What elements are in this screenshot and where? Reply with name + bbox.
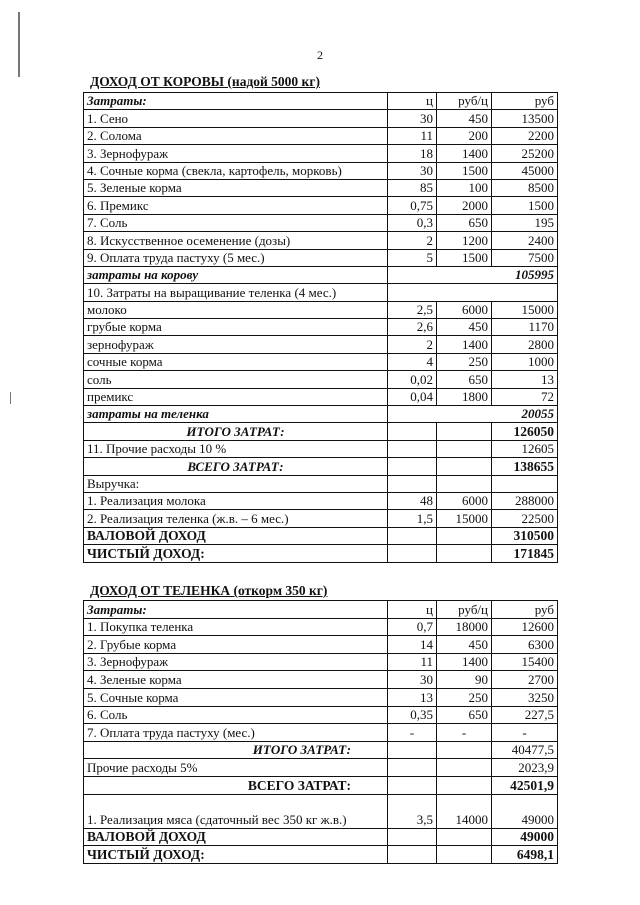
cow-income-table	[83, 92, 558, 563]
net-income-value: 171845	[492, 545, 558, 562]
vsego-label: ВСЕГО ЗАТРАТ:	[84, 458, 388, 475]
row-sum: 2800	[492, 336, 558, 353]
row-price: 6000	[437, 492, 492, 509]
net-income-label: ЧИСТЫЙ ДОХОД:	[84, 545, 388, 562]
table-row	[84, 440, 558, 457]
other-expenses-value: 2023,9	[492, 759, 558, 777]
other-expenses-label: 11. Прочие расходы 10 %	[84, 440, 388, 457]
row-price: 1800	[437, 388, 492, 405]
col-header-sum: руб	[492, 93, 558, 110]
row-sum: 3250	[492, 688, 558, 706]
row-label: грубые корма	[84, 319, 388, 336]
table-row	[84, 688, 558, 706]
subtotal-row	[84, 406, 558, 423]
cow-costs-label: затраты на корову	[84, 266, 388, 283]
row-label: 2. Грубые корма	[84, 636, 388, 654]
row-sum: 45000	[492, 162, 558, 179]
table-row	[84, 162, 558, 179]
row-qty: 30	[388, 110, 437, 127]
table-header-row	[84, 93, 558, 110]
row-qty: 11	[388, 653, 437, 671]
gross-income-label: ВАЛОВОЙ ДОХОД	[84, 527, 388, 544]
row-qty: 2	[388, 232, 437, 249]
table-header-row	[84, 601, 558, 619]
cow-costs-value: 105995	[388, 266, 558, 283]
row-qty: 0,35	[388, 706, 437, 724]
row-qty: 30	[388, 162, 437, 179]
total-row	[84, 741, 558, 759]
row-sum: 13	[492, 371, 558, 388]
costs-header: Затраты:	[84, 601, 388, 619]
row-sum: 8500	[492, 179, 558, 196]
row-qty: 85	[388, 179, 437, 196]
row-sum: 15000	[492, 301, 558, 318]
empty-cell	[388, 846, 437, 864]
section-header-row	[84, 475, 558, 492]
table-row	[84, 618, 558, 636]
row-price: 450	[437, 110, 492, 127]
row-sum: 227,5	[492, 706, 558, 724]
row-qty: 11	[388, 127, 437, 144]
row-price: 250	[437, 353, 492, 370]
row-label: соль	[84, 371, 388, 388]
row-qty: 2	[388, 336, 437, 353]
row-qty: 18	[388, 145, 437, 162]
table-row	[84, 706, 558, 724]
row-label: 5. Сочные корма	[84, 688, 388, 706]
row-qty: 0,02	[388, 371, 437, 388]
row-qty: 1,5	[388, 510, 437, 527]
empty-cell	[388, 776, 437, 794]
table-row	[84, 110, 558, 127]
section-header-row	[84, 284, 558, 301]
row-price: 1500	[437, 249, 492, 266]
empty-cell	[437, 545, 492, 562]
empty-cell	[437, 741, 492, 759]
table-row	[84, 724, 558, 742]
row-label: 4. Зеленые корма	[84, 671, 388, 689]
row-sum: 1500	[492, 197, 558, 214]
table-row	[84, 336, 558, 353]
total-row	[84, 776, 558, 794]
row-price: 1200	[437, 232, 492, 249]
empty-cell	[437, 527, 492, 544]
row-label: 3. Зернофураж	[84, 653, 388, 671]
empty-cell	[388, 828, 437, 846]
table-row	[84, 371, 558, 388]
row-label: 5. Зеленые корма	[84, 179, 388, 196]
vsego-value: 42501,9	[492, 776, 558, 794]
row-price: 100	[437, 179, 492, 196]
empty-cell	[437, 828, 492, 846]
empty-cell	[388, 475, 437, 492]
row-label: 4. Сочные корма (свекла, картофель, морковь)	[84, 162, 388, 179]
row-label: 8. Искусственное осеменение (дозы)	[84, 232, 388, 249]
table-row	[84, 759, 558, 777]
table-row	[84, 127, 558, 144]
empty-cell	[388, 545, 437, 562]
row-label: 6. Соль	[84, 706, 388, 724]
row-label: 7. Оплата труда пастуху (мес.)	[84, 724, 388, 742]
row-sum: 288000	[492, 492, 558, 509]
row-qty: 30	[388, 671, 437, 689]
row-sum: 49000	[492, 794, 558, 828]
calf-costs-header: 10. Затраты на выращивание теленка (4 мес.)	[84, 284, 388, 301]
row-qty: 14	[388, 636, 437, 654]
row-sum: 12600	[492, 618, 558, 636]
itogo-label: ИТОГО ЗАТРАТ:	[84, 741, 388, 759]
row-label: премикс	[84, 388, 388, 405]
scan-artifact-left-lower	[10, 392, 11, 404]
empty-cell	[437, 759, 492, 777]
costs-header: Затраты:	[84, 93, 388, 110]
row-price: 14000	[437, 794, 492, 828]
row-sum: 1000	[492, 353, 558, 370]
row-price: -	[437, 724, 492, 742]
row-label: 2. Реализация теленка (ж.в. – 6 мес.)	[84, 510, 388, 527]
gross-income-value: 310500	[492, 527, 558, 544]
col-header-quantity: ц	[388, 601, 437, 619]
gross-income-label: ВАЛОВОЙ ДОХОД	[84, 828, 388, 846]
itogo-value: 40477,5	[492, 741, 558, 759]
row-price: 15000	[437, 510, 492, 527]
row-qty: 13	[388, 688, 437, 706]
itogo-value: 126050	[492, 423, 558, 440]
vsego-value: 138655	[492, 458, 558, 475]
col-header-price: руб/ц	[437, 93, 492, 110]
empty-cell	[437, 475, 492, 492]
row-label: 1. Реализация мяса (сдаточный вес 350 кг ж.в.)	[84, 794, 388, 828]
total-row	[84, 458, 558, 475]
table-row	[84, 671, 558, 689]
col-header-price: руб/ц	[437, 601, 492, 619]
empty-cell	[492, 475, 558, 492]
row-price: 90	[437, 671, 492, 689]
row-price: 200	[437, 127, 492, 144]
row-qty: 2,6	[388, 319, 437, 336]
table-row	[84, 145, 558, 162]
revenue-label: Выручка:	[84, 475, 388, 492]
table-row	[84, 388, 558, 405]
empty-cell	[437, 846, 492, 864]
scan-artifact-left	[18, 12, 20, 77]
calf-income-table	[83, 600, 558, 864]
row-label: 7. Соль	[84, 214, 388, 231]
table-row	[84, 319, 558, 336]
row-price: 250	[437, 688, 492, 706]
row-label: 9. Оплата труда пастуху (5 мес.)	[84, 249, 388, 266]
row-price: 450	[437, 319, 492, 336]
row-sum: 13500	[492, 110, 558, 127]
row-price: 1400	[437, 145, 492, 162]
row-sum: 72	[492, 388, 558, 405]
row-price: 6000	[437, 301, 492, 318]
row-sum: 195	[492, 214, 558, 231]
row-label: 6. Премикс	[84, 197, 388, 214]
row-label: 1. Реализация молока	[84, 492, 388, 509]
row-price: 650	[437, 214, 492, 231]
row-label: 3. Зернофураж	[84, 145, 388, 162]
vsego-label: ВСЕГО ЗАТРАТ:	[84, 776, 388, 794]
row-qty: 48	[388, 492, 437, 509]
row-price: 1400	[437, 336, 492, 353]
empty-cell	[388, 284, 558, 301]
row-label: сочные корма	[84, 353, 388, 370]
gross-income-value: 49000	[492, 828, 558, 846]
row-price: 650	[437, 706, 492, 724]
subtotal-row	[84, 266, 558, 283]
table-row	[84, 232, 558, 249]
table-row	[84, 492, 558, 509]
row-label: 1. Сено	[84, 110, 388, 127]
row-label: зернофураж	[84, 336, 388, 353]
total-row	[84, 423, 558, 440]
col-header-quantity: ц	[388, 93, 437, 110]
page-number: 2	[317, 48, 323, 62]
row-qty: 2,5	[388, 301, 437, 318]
itogo-label: ИТОГО ЗАТРАТ:	[84, 423, 388, 440]
row-label: молоко	[84, 301, 388, 318]
empty-cell	[437, 440, 492, 457]
row-sum: 25200	[492, 145, 558, 162]
empty-cell	[437, 423, 492, 440]
row-price: 2000	[437, 197, 492, 214]
row-price: 1500	[437, 162, 492, 179]
table-row	[84, 653, 558, 671]
empty-cell	[388, 741, 437, 759]
gross-income-row	[84, 828, 558, 846]
row-qty: 0,75	[388, 197, 437, 214]
calf-costs-value: 20055	[388, 406, 558, 423]
net-income-row	[84, 545, 558, 562]
col-header-sum: руб	[492, 601, 558, 619]
row-price: 450	[437, 636, 492, 654]
other-expenses-label: Прочие расходы 5%	[84, 759, 388, 777]
net-income-value: 6498,1	[492, 846, 558, 864]
empty-cell	[437, 776, 492, 794]
empty-cell	[388, 458, 437, 475]
row-sum: -	[492, 724, 558, 742]
other-expenses-value: 12605	[492, 440, 558, 457]
row-sum: 2700	[492, 671, 558, 689]
row-sum: 22500	[492, 510, 558, 527]
net-income-label: ЧИСТЫЙ ДОХОД:	[84, 846, 388, 864]
table-row	[84, 179, 558, 196]
empty-cell	[388, 527, 437, 544]
empty-cell	[388, 423, 437, 440]
row-qty: 0,04	[388, 388, 437, 405]
row-qty: 5	[388, 249, 437, 266]
row-qty: -	[388, 724, 437, 742]
table-row	[84, 197, 558, 214]
row-qty: 3,5	[388, 794, 437, 828]
row-label: 1. Покупка теленка	[84, 618, 388, 636]
row-sum: 1170	[492, 319, 558, 336]
row-sum: 15400	[492, 653, 558, 671]
row-qty: 0,3	[388, 214, 437, 231]
empty-cell	[437, 458, 492, 475]
calf-income-title: ДОХОД ОТ ТЕЛЕНКА (откорм 350 кг)	[90, 583, 328, 598]
table-row	[84, 794, 558, 828]
calf-costs-label: затраты на теленка	[84, 406, 388, 423]
table-row	[84, 301, 558, 318]
empty-cell	[388, 440, 437, 457]
cow-income-title: ДОХОД ОТ КОРОВЫ (надой 5000 кг)	[90, 74, 320, 89]
net-income-row	[84, 846, 558, 864]
table-row	[84, 353, 558, 370]
table-row	[84, 510, 558, 527]
row-qty: 4	[388, 353, 437, 370]
row-price: 18000	[437, 618, 492, 636]
row-label: 2. Солома	[84, 127, 388, 144]
empty-cell	[388, 759, 437, 777]
table-row	[84, 636, 558, 654]
row-price: 650	[437, 371, 492, 388]
row-sum: 7500	[492, 249, 558, 266]
gross-income-row	[84, 527, 558, 544]
row-sum: 2400	[492, 232, 558, 249]
row-price: 1400	[437, 653, 492, 671]
row-qty: 0,7	[388, 618, 437, 636]
row-sum: 2200	[492, 127, 558, 144]
table-row	[84, 249, 558, 266]
row-sum: 6300	[492, 636, 558, 654]
table-row	[84, 214, 558, 231]
